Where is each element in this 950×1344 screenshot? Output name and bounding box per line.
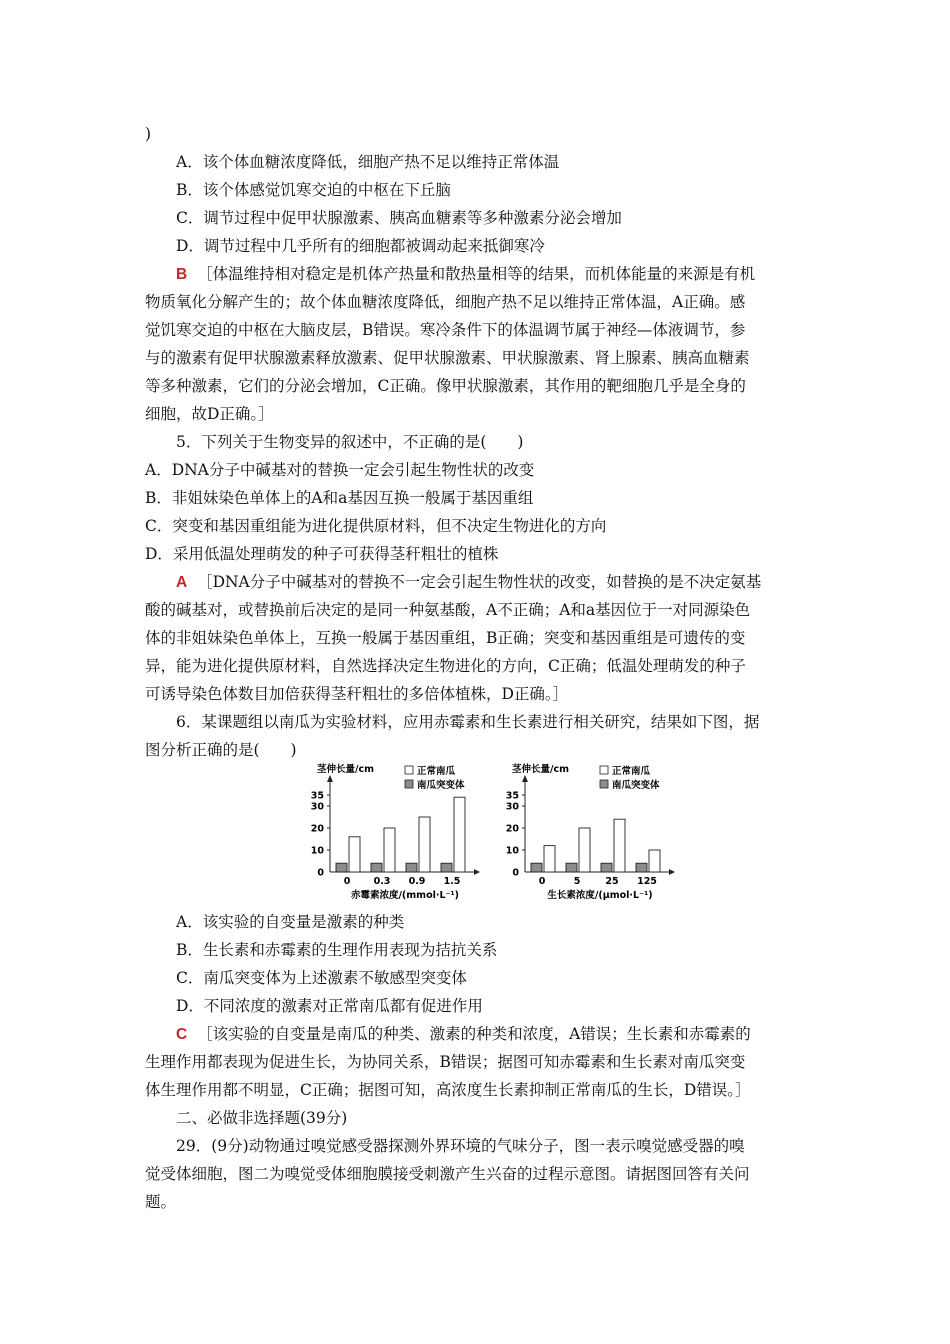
bar [649,850,660,872]
bar [406,863,417,872]
q5-option-c: C．突变和基因重组能为进化提供原材料，但不决定生物进化的方向 [145,517,607,535]
y-axis-arrow [522,775,528,782]
x-axis-arrow [669,869,675,875]
x-tick-label: 25 [605,876,619,887]
q4-explanation-first [176,264,755,285]
q5-stem: 5．下列关于生物变异的叙述中，不正确的是( ) [176,433,524,451]
bar [371,863,382,872]
q6-answer: C [176,1026,188,1043]
bar [419,817,430,872]
q6-option-d: D．不同浓度的激素对正常南瓜都有促进作用 [176,997,483,1015]
q6-stem-line: 图分析正确的是( ) [145,741,297,759]
q6-explanation-line: 体生理作用都不明显，C正确；据图可知，高浓度生长素抑制正常南瓜的生长，D错误。］ [145,1081,751,1099]
y-tick-label: 30 [505,801,519,813]
x-tick-label: 125 [637,876,657,887]
q4-option-c: C．调节过程中促甲状腺激素、胰高血糖素等多种激素分泌会增加 [176,209,622,227]
q6-explanation-line: 生理作用都表现为促进生长，为协同关系，B错误；据图可知赤霉素和生长素对南瓜突变 [145,1053,746,1071]
y-tick-label: 35 [505,790,519,802]
section-heading: 二、必做非选择题(39分) [176,1109,348,1127]
q5-explanation-line: 酸的碱基对，或替换前后决定的是同一种氨基酸，A不正确；A和a基因位于一对同源染色 [145,601,751,619]
bar [601,863,612,872]
chart-ylabel: 茎伸长量/cm [512,764,570,775]
x-tick-label: 0.3 [373,876,391,887]
legend-swatch [405,780,413,788]
chart-xlabel: 生长素浓度/(μmol·L⁻¹) [547,890,653,901]
y-tick-label: 20 [310,823,324,835]
legend-swatch [600,780,608,788]
bar [636,863,647,872]
q6-option-c: C．南瓜突变体为上述激素不敏感型突变体 [176,969,467,987]
q4-explanation-line: 觉饥寒交迫的中枢在大脑皮层，B错误。寒冷条件下的体温调节属于神经—体液调节，参 [145,321,746,339]
q5-explanation-line: 异，能为进化提供原材料，自然选择决定生物进化的方向，C正确；低温处理萌发的种子 [145,657,746,675]
q29-line: 题。 [145,1193,177,1211]
q5-explanation-line: 可诱导染色体数目加倍获得茎秆粗壮的多倍体植株，D正确。］ [145,685,569,703]
q5-answer: A [176,574,188,591]
bar [349,837,360,872]
bar [579,828,590,872]
q4-option-b: B．该个体感觉饥寒交迫的中枢在下丘脑 [176,181,451,199]
x-tick-label: 5 [573,876,581,887]
y-axis-arrow [327,775,333,782]
x-tick-label: 0.9 [408,876,426,887]
bar [336,863,347,872]
charts-figure [305,760,675,910]
q5-option-b: B．非姐妹染色单体上的A和a基因互换一般属于基因重组 [145,489,534,507]
q4-explanation-line: 细胞，故D正确。］ [145,405,274,423]
y-tick-label: 0 [317,867,324,879]
x-tick-label: 0 [538,876,546,887]
q5-option-d: D．采用低温处理萌发的种子可获得茎秆粗壮的植株 [145,545,499,563]
q6-option-a: A．该实验的自变量是激素的种类 [176,913,405,931]
q4-explanation-text: ［体温维持相对稳定是机体产热量和散热量相等的结果，而机体能量的来源是有机 [197,265,756,283]
x-tick-label: 1.5 [443,876,461,887]
charts-svg [305,760,675,910]
y-tick-label: 35 [310,790,324,802]
q6-option-b: B．生长素和赤霉素的生理作用表现为拮抗关系 [176,941,498,959]
q5-option-a: A．DNA分子中碱基对的替换一定会引起生物性状的改变 [145,461,535,479]
legend-label: 南瓜突变体 [417,780,465,791]
q6-stem-line: 6．某课题组以南瓜为实验材料，应用赤霉素和生长素进行相关研究，结果如下图，据 [176,713,760,731]
question-fragment: ) [145,125,152,143]
legend-label: 正常南瓜 [417,766,456,777]
q29-line: 29．(9分)动物通过嗅觉感受器探测外界环境的气味分子，图一表示嗅觉感受器的嗅 [176,1137,745,1155]
y-tick-label: 10 [505,845,519,857]
y-tick-label: 20 [505,823,519,835]
chart-xlabel: 赤霉素浓度/(mmol·L⁻¹) [350,890,460,901]
q6-explanation-first [176,1024,751,1045]
legend-swatch [600,766,608,774]
q4-option-d: D．调节过程中几乎所有的细胞都被调动起来抵御寒冷 [176,237,545,255]
bar [544,846,555,872]
bar [566,863,577,872]
legend-swatch [405,766,413,774]
y-tick-label: 10 [310,845,324,857]
y-tick-label: 0 [512,867,519,879]
chart-ylabel: 茎伸长量/cm [317,764,375,775]
bar [441,863,452,872]
bar [614,819,625,872]
bar [384,828,395,872]
q4-explanation-line: 等多种激素，它们的分泌会增加，C正确。像甲状腺激素，其作用的靶细胞几乎是全身的 [145,377,746,395]
q5-explanation-text: ［DNA分子中碱基对的替换不一定会引起生物性状的改变，如替换的是不决定氨基 [197,573,762,591]
legend-label: 南瓜突变体 [612,780,660,791]
bar [454,797,465,872]
q4-explanation-line: 物质氧化分解产生的；故个体血糖浓度降低，细胞产热不足以维持正常体温，A正确。感 [145,293,746,311]
q4-answer: B [176,266,188,283]
bar [531,863,542,872]
x-tick-label: 0 [343,876,351,887]
q29-line: 觉受体细胞，图二为嗅觉受体细胞膜接受刺激产生兴奋的过程示意图。请据图回答有关问 [145,1165,750,1183]
x-axis-arrow [474,869,480,875]
legend-label: 正常南瓜 [612,766,651,777]
q5-explanation-line: 体的非姐妹染色单体上，互换一般属于基因重组，B正确；突变和基因重组是可遗传的变 [145,629,746,647]
y-tick-label: 30 [310,801,324,813]
q6-explanation-text: ［该实验的自变量是南瓜的种类、激素的种类和浓度，A错误；生长素和赤霉素的 [197,1025,751,1043]
q4-option-a: A．该个体血糖浓度降低，细胞产热不足以维持正常体温 [176,153,560,171]
q5-explanation-first [176,572,761,593]
q4-explanation-line: 与的激素有促甲状腺激素释放激素、促甲状腺激素、甲状腺激素、肾上腺素、胰高血糖素 [145,349,750,367]
